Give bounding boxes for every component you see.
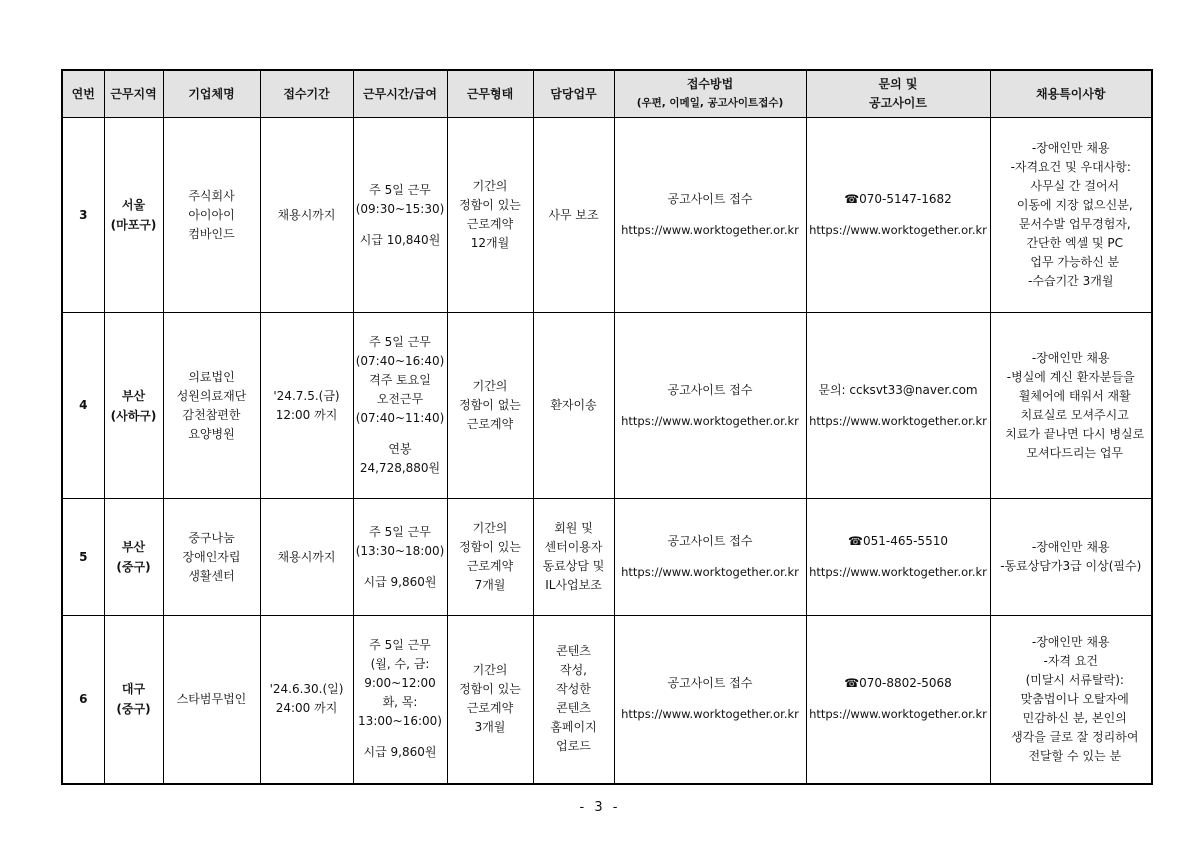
notes-line: 치료실로 모셔주시고 <box>1020 407 1129 422</box>
company-line: 중구나눔 <box>188 530 235 545</box>
notes-line: -수습기간 3개월 <box>1028 274 1114 288</box>
method-line: 공고사이트 접수 <box>667 676 753 691</box>
contact-line[interactable]: https://www.worktogether.or.kr <box>809 565 987 579</box>
duty-line: 동료상담 및 <box>542 559 605 573</box>
cell-type <box>447 313 533 499</box>
region-line: (마포구) <box>110 218 157 232</box>
hours-pay-line: 시급 9,860원 <box>363 574 437 589</box>
header-no: 연번 <box>62 70 104 118</box>
header-contact-line1: 문의 및 <box>878 77 918 91</box>
hours-pay-line: 주 5일 근무 <box>369 638 431 653</box>
method-line: 공고사이트 접수 <box>667 534 753 548</box>
type-line: 근로계약 <box>466 701 514 716</box>
region-line: 서울 <box>121 198 146 212</box>
cell-duty <box>533 118 614 313</box>
company-line: 생활센터 <box>188 568 235 583</box>
cell-method <box>614 499 806 616</box>
type-line: 기간의 <box>472 663 508 678</box>
contact-line[interactable]: https://www.worktogether.or.kr <box>809 707 987 722</box>
hours-pay-line: 격주 토요일 <box>369 373 431 387</box>
method-line[interactable]: https://www.worktogether.or.kr <box>621 565 799 579</box>
contact-line: ☎070-8802-5068 <box>844 676 952 691</box>
hours-pay-line: 9:00~12:00 <box>364 676 436 691</box>
method-line <box>615 693 806 705</box>
table-row <box>62 616 1152 784</box>
region-line: 부산 <box>121 388 146 403</box>
period-line: '24.6.30.(일) <box>269 682 344 697</box>
notes-line: 맞춤법이나 오탈자에 <box>1020 691 1129 706</box>
duty-line: 회원 및 <box>554 521 593 535</box>
header-notes: 채용특이사항 <box>990 70 1152 118</box>
contact-line <box>807 693 990 705</box>
table-row <box>62 118 1152 313</box>
cell-company <box>163 118 260 313</box>
table-body <box>62 118 1152 784</box>
table-row <box>62 499 1152 616</box>
period-line: 12:00 까지 <box>275 407 338 422</box>
notes-line: 문서수발 업무경험자, <box>1018 217 1131 231</box>
duty-line: 사무 보조 <box>548 207 599 222</box>
notes-line: -장애인만 채용 <box>1031 141 1110 155</box>
hours-pay-line: 주 5일 근무 <box>369 524 431 539</box>
notes-line: -장애인만 채용 <box>1031 634 1110 649</box>
notes-line: -장애인만 채용 <box>1031 540 1110 554</box>
type-line: 정함이 있는 <box>459 198 521 212</box>
company-line: 의료법인 <box>188 369 235 384</box>
notes-line: -장애인만 채용 <box>1031 350 1110 365</box>
method-line[interactable]: https://www.worktogether.or.kr <box>621 413 799 428</box>
notes-line: 휠체어에 태워서 재활 <box>1018 388 1131 403</box>
cell-region <box>104 313 163 499</box>
cell-period <box>260 499 353 616</box>
method-line[interactable]: https://www.worktogether.or.kr <box>621 707 799 722</box>
duty-line: 콘텐츠 <box>556 701 591 716</box>
company-line: 컴바인드 <box>188 226 235 241</box>
cell-notes <box>990 313 1152 499</box>
cell-contact <box>806 616 990 784</box>
cell-period <box>260 313 353 499</box>
method-line <box>615 209 806 221</box>
notes-line: 사무실 간 걸어서 <box>1030 179 1120 193</box>
cell-type <box>447 118 533 313</box>
header-type: 근무형태 <box>447 70 533 118</box>
cell-hours-pay <box>353 616 447 784</box>
table-row <box>62 313 1152 499</box>
header-method-sub: (우편, 이메일, 공고사이트접수) <box>636 97 784 109</box>
hours-pay-line: (월, 수, 금: <box>370 657 430 672</box>
method-line <box>615 400 806 412</box>
method-line: 공고사이트 접수 <box>667 192 753 206</box>
hours-pay-line: 주 5일 근무 <box>369 182 431 197</box>
company-line: 성원의료재단 <box>176 388 247 403</box>
method-line <box>615 551 806 563</box>
region-line: (중구) <box>116 560 151 574</box>
hours-pay-line: 주 5일 근무 <box>369 335 431 349</box>
type-line: 근로계약 <box>466 559 514 573</box>
notes-line: 간단한 엑셀 및 PC <box>1026 236 1124 250</box>
hours-pay-line <box>354 219 447 231</box>
cell-notes <box>990 616 1152 784</box>
notes-line: -자격요건 및 우대사항: <box>1010 160 1131 174</box>
type-line: 기간의 <box>472 521 508 535</box>
cell-no: 5 <box>62 499 104 616</box>
duty-line: 홈페이지 <box>550 720 597 735</box>
hours-pay-line: 오전근무 <box>376 392 424 406</box>
period-line: 24:00 까지 <box>275 701 338 716</box>
company-line: 주식회사 <box>188 188 235 203</box>
cell-hours-pay <box>353 118 447 313</box>
header-contact-line2: 공고사이트 <box>869 96 927 110</box>
hours-pay-line <box>354 561 447 573</box>
cell-method <box>614 616 806 784</box>
contact-line: ☎051-465-5510 <box>848 534 948 548</box>
header-hours-pay: 근무시간/급여 <box>353 70 447 118</box>
notes-line: 전달할 수 있는 분 <box>1028 748 1122 763</box>
hours-pay-line: (09:30~15:30) <box>355 201 445 216</box>
notes-line: 이동에 지장 없으신분, <box>1016 198 1133 212</box>
method-line[interactable]: https://www.worktogether.or.kr <box>621 223 799 237</box>
cell-contact <box>806 313 990 499</box>
cell-hours-pay <box>353 499 447 616</box>
contact-line: 문의: ccksvt33@naver.com <box>818 382 978 397</box>
hours-pay-line: 시급 10,840원 <box>359 232 441 247</box>
cell-no: 3 <box>62 118 104 313</box>
type-line: 기간의 <box>472 179 508 193</box>
period-line: 채용시까지 <box>277 207 336 222</box>
cell-method <box>614 118 806 313</box>
cell-company <box>163 313 260 499</box>
cell-type <box>447 499 533 616</box>
method-line: 공고사이트 접수 <box>667 382 753 397</box>
contact-line <box>807 209 990 221</box>
cell-region <box>104 616 163 784</box>
contact-line: ☎070-5147-1682 <box>844 192 952 206</box>
header-region: 근무지역 <box>104 70 163 118</box>
region-line: 대구 <box>121 682 146 697</box>
notes-line: 치료가 끝나면 다시 병실로 <box>1005 426 1145 441</box>
type-line: 근로계약 <box>466 417 514 431</box>
cell-no: 4 <box>62 313 104 499</box>
page-number: - 3 - <box>579 800 621 815</box>
cell-company <box>163 499 260 616</box>
duty-line: IL사업보조 <box>545 578 602 592</box>
hours-pay-line: 13:00~16:00) <box>358 714 442 729</box>
period-line: '24.7.5.(금) <box>273 388 340 403</box>
company-line: 장애인자립 <box>182 549 241 564</box>
hours-pay-line: 연봉 <box>388 442 412 456</box>
contact-line[interactable]: https://www.worktogether.or.kr <box>809 413 987 428</box>
region-line: 부산 <box>121 540 146 554</box>
cell-contact <box>806 118 990 313</box>
company-line: 감천참편한 <box>182 407 241 422</box>
duty-line: 작성한 <box>556 682 591 697</box>
hours-pay-line: (07:40~16:40) <box>355 354 445 368</box>
type-line: 3개월 <box>474 720 506 735</box>
hours-pay-line: (07:40~11:40) <box>355 411 445 425</box>
cell-hours-pay <box>353 313 447 499</box>
type-line: 12개월 <box>470 236 510 250</box>
cell-company <box>163 616 260 784</box>
notes-line: -자격 요건 <box>1043 653 1098 668</box>
cell-no: 6 <box>62 616 104 784</box>
header-duty: 담당업무 <box>533 70 614 118</box>
company-line: 스타범무법인 <box>176 691 247 706</box>
contact-line <box>807 400 990 412</box>
hours-pay-line: 시급 9,860원 <box>363 745 437 760</box>
type-line: 근로계약 <box>466 217 514 231</box>
notes-line: 업무 가능하신 분 <box>1030 255 1120 269</box>
header-method-title: 접수방법 <box>686 77 734 91</box>
cell-method <box>614 313 806 499</box>
cell-duty <box>533 313 614 499</box>
notes-line: 생각을 글로 잘 정리하여 <box>1011 729 1139 744</box>
type-line: 7개월 <box>474 578 506 592</box>
duty-line: 콘텐츠 <box>556 644 591 659</box>
notes-line: 민감하신 분, 본인의 <box>1022 710 1127 725</box>
company-line: 요양병원 <box>188 426 235 441</box>
header-company: 기업체명 <box>163 70 260 118</box>
hours-pay-line <box>354 428 447 440</box>
hours-pay-line <box>354 731 447 743</box>
cell-notes <box>990 118 1152 313</box>
type-line: 정함이 있는 <box>459 682 521 697</box>
cell-duty <box>533 616 614 784</box>
type-line: 정함이 있는 <box>459 540 521 554</box>
cell-duty <box>533 499 614 616</box>
type-line: 기간의 <box>472 379 508 393</box>
table-header <box>62 70 1152 118</box>
company-line: 아이아이 <box>188 207 235 222</box>
contact-line[interactable]: https://www.worktogether.or.kr <box>809 223 987 237</box>
header-method <box>614 70 806 118</box>
contact-line <box>807 551 990 563</box>
cell-type <box>447 616 533 784</box>
notes-line: -병실에 계신 환자분들을 <box>1006 369 1135 384</box>
hours-pay-line: 24,728,880원 <box>359 461 441 475</box>
notes-line: (미달시 서류탈락): <box>1025 672 1124 687</box>
hours-pay-line: 화, 목: <box>382 695 418 710</box>
cell-period <box>260 118 353 313</box>
hours-pay-line: (13:30~18:00) <box>355 543 445 558</box>
period-line: 채용시까지 <box>277 549 336 564</box>
type-line: 정함이 없는 <box>459 398 521 412</box>
cell-notes <box>990 499 1152 616</box>
cell-region <box>104 118 163 313</box>
duty-line: 업로드 <box>556 739 591 754</box>
notes-line: 모셔다드리는 업무 <box>1026 445 1124 460</box>
job-listing-table <box>61 69 1153 785</box>
header-period: 접수기간 <box>260 70 353 118</box>
region-line: (사하구) <box>110 408 157 423</box>
cell-period <box>260 616 353 784</box>
cell-contact <box>806 499 990 616</box>
region-line: (중구) <box>116 702 151 717</box>
duty-line: 환자이송 <box>550 398 597 412</box>
header-contact <box>806 70 990 118</box>
cell-region <box>104 499 163 616</box>
duty-line: 작성, <box>560 663 587 678</box>
duty-line: 센터이용자 <box>544 540 603 554</box>
notes-line: -동료상담가3급 이상(필수) <box>1000 559 1142 573</box>
